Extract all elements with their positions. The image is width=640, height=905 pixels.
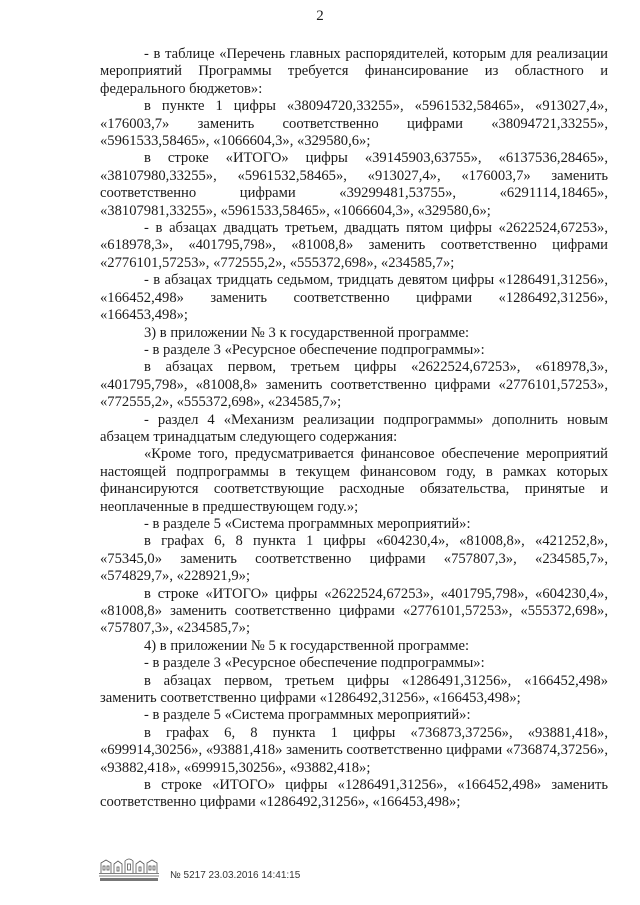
paragraph: 3) в приложении № 3 к государственной программе:	[144, 324, 470, 341]
paragraph: в строке «ИТОГО» цифры «1286491,31256», «166452,498» заменить соответственно цифрами «1286492,31256», «166453,498»;	[100, 777, 608, 811]
paragraph: в строке «ИТОГО» цифры «2622524,67253», «401795,798», «604230,4», «81008,8» заменить соответственно цифрами «2776101,57253», «555372,698», «757807,3», «234585,7»;	[100, 585, 608, 637]
paragraph: - в абзацах тридцать седьмом, тридцать девятом цифры «1286491,31256», «166452,498» заменить соответственно цифрами «1286492,31256», «166453,498»;	[100, 272, 608, 324]
paragraph: в абзацах первом, третьем цифры «1286491,31256», «166452,498» заменить соответственно цифрами «1286492,31256», «166453,498»;	[100, 672, 608, 707]
document-footer	[98, 853, 300, 883]
paragraph: «Кроме того, предусматривается финансовое обеспечение мероприятий настоящей подпрограммы в текущем финансовом году, в рамках которых финансируются соответствующие расходные обязательства, принятые и неоплаченные в предшествующем году.»;	[100, 446, 608, 515]
paragraph: в графах 6, 8 пункта 1 цифры «736873,37256», «93881,418», «699914,30256», «93881,418» заменить соответственно цифрами «736874,37256», «93882,418», «699915,30256», «93882,418»;	[100, 724, 608, 776]
document-body	[100, 46, 608, 812]
paragraph: - в разделе 3 «Ресурсное обеспечение подпрограммы»:	[144, 341, 485, 358]
paragraph: - в разделе 3 «Ресурсное обеспечение подпрограммы»:	[144, 655, 485, 672]
paragraph: в строке «ИТОГО» цифры «39145903,63755», «6137536,28465», «38107980,33255», «5961532,58465», «913027,4», «176003,7» заменить соответственно цифрами «39299481,53755», «6291114,18465», «38107981,33255», «5961533,58465», «1066604,3», «329580,6»;	[100, 150, 608, 219]
paragraph: в графах 6, 8 пункта 1 цифры «604230,4», «81008,8», «421252,8», «75345,0» заменить соответственно цифрами «757807,3», «234585,7», «574829,7», «228921,9»;	[100, 533, 608, 585]
page-number: 2	[316, 8, 324, 24]
paragraph: - в таблице «Перечень главных распорядителей, которым для реализации мероприятий Программы требуется финансирование из областного и федерального бюджетов»:	[100, 46, 608, 97]
building-seal-icon	[98, 855, 160, 883]
paragraph: 4) в приложении № 5 к государственной программе:	[144, 637, 470, 654]
paragraph: в пункте 1 цифры «38094720,33255», «5961532,58465», «913027,4», «176003,7» заменить соответственно цифрами «38094721,33255», «5961533,58465», «1066604,3», «329580,6»;	[100, 98, 608, 150]
paragraph: в абзацах первом, третьем цифры «2622524,67253», «618978,3», «401795,798», «81008,8» заменить соответственно цифрами «2776101,57253», «772555,2», «555372,698», «234585,7»;	[100, 359, 608, 411]
paragraph: - в абзацах двадцать третьем, двадцать пятом цифры «2622524,67253», «618978,3», «401795,798», «81008,8» заменить соответственно цифрами «2776101,57253», «772555,2», «555372,698», «234585,7»;	[100, 220, 608, 271]
paragraph: - в разделе 5 «Система программных мероприятий»:	[144, 707, 471, 724]
registration-stamp: № 5217 23.03.2016 14:41:15	[170, 870, 301, 881]
paragraph: - в разделе 5 «Система программных мероприятий»:	[144, 515, 471, 532]
paragraph: - раздел 4 «Механизм реализации подпрограммы» дополнить новым абзацем тринадцатым следующего содержания:	[100, 411, 608, 445]
